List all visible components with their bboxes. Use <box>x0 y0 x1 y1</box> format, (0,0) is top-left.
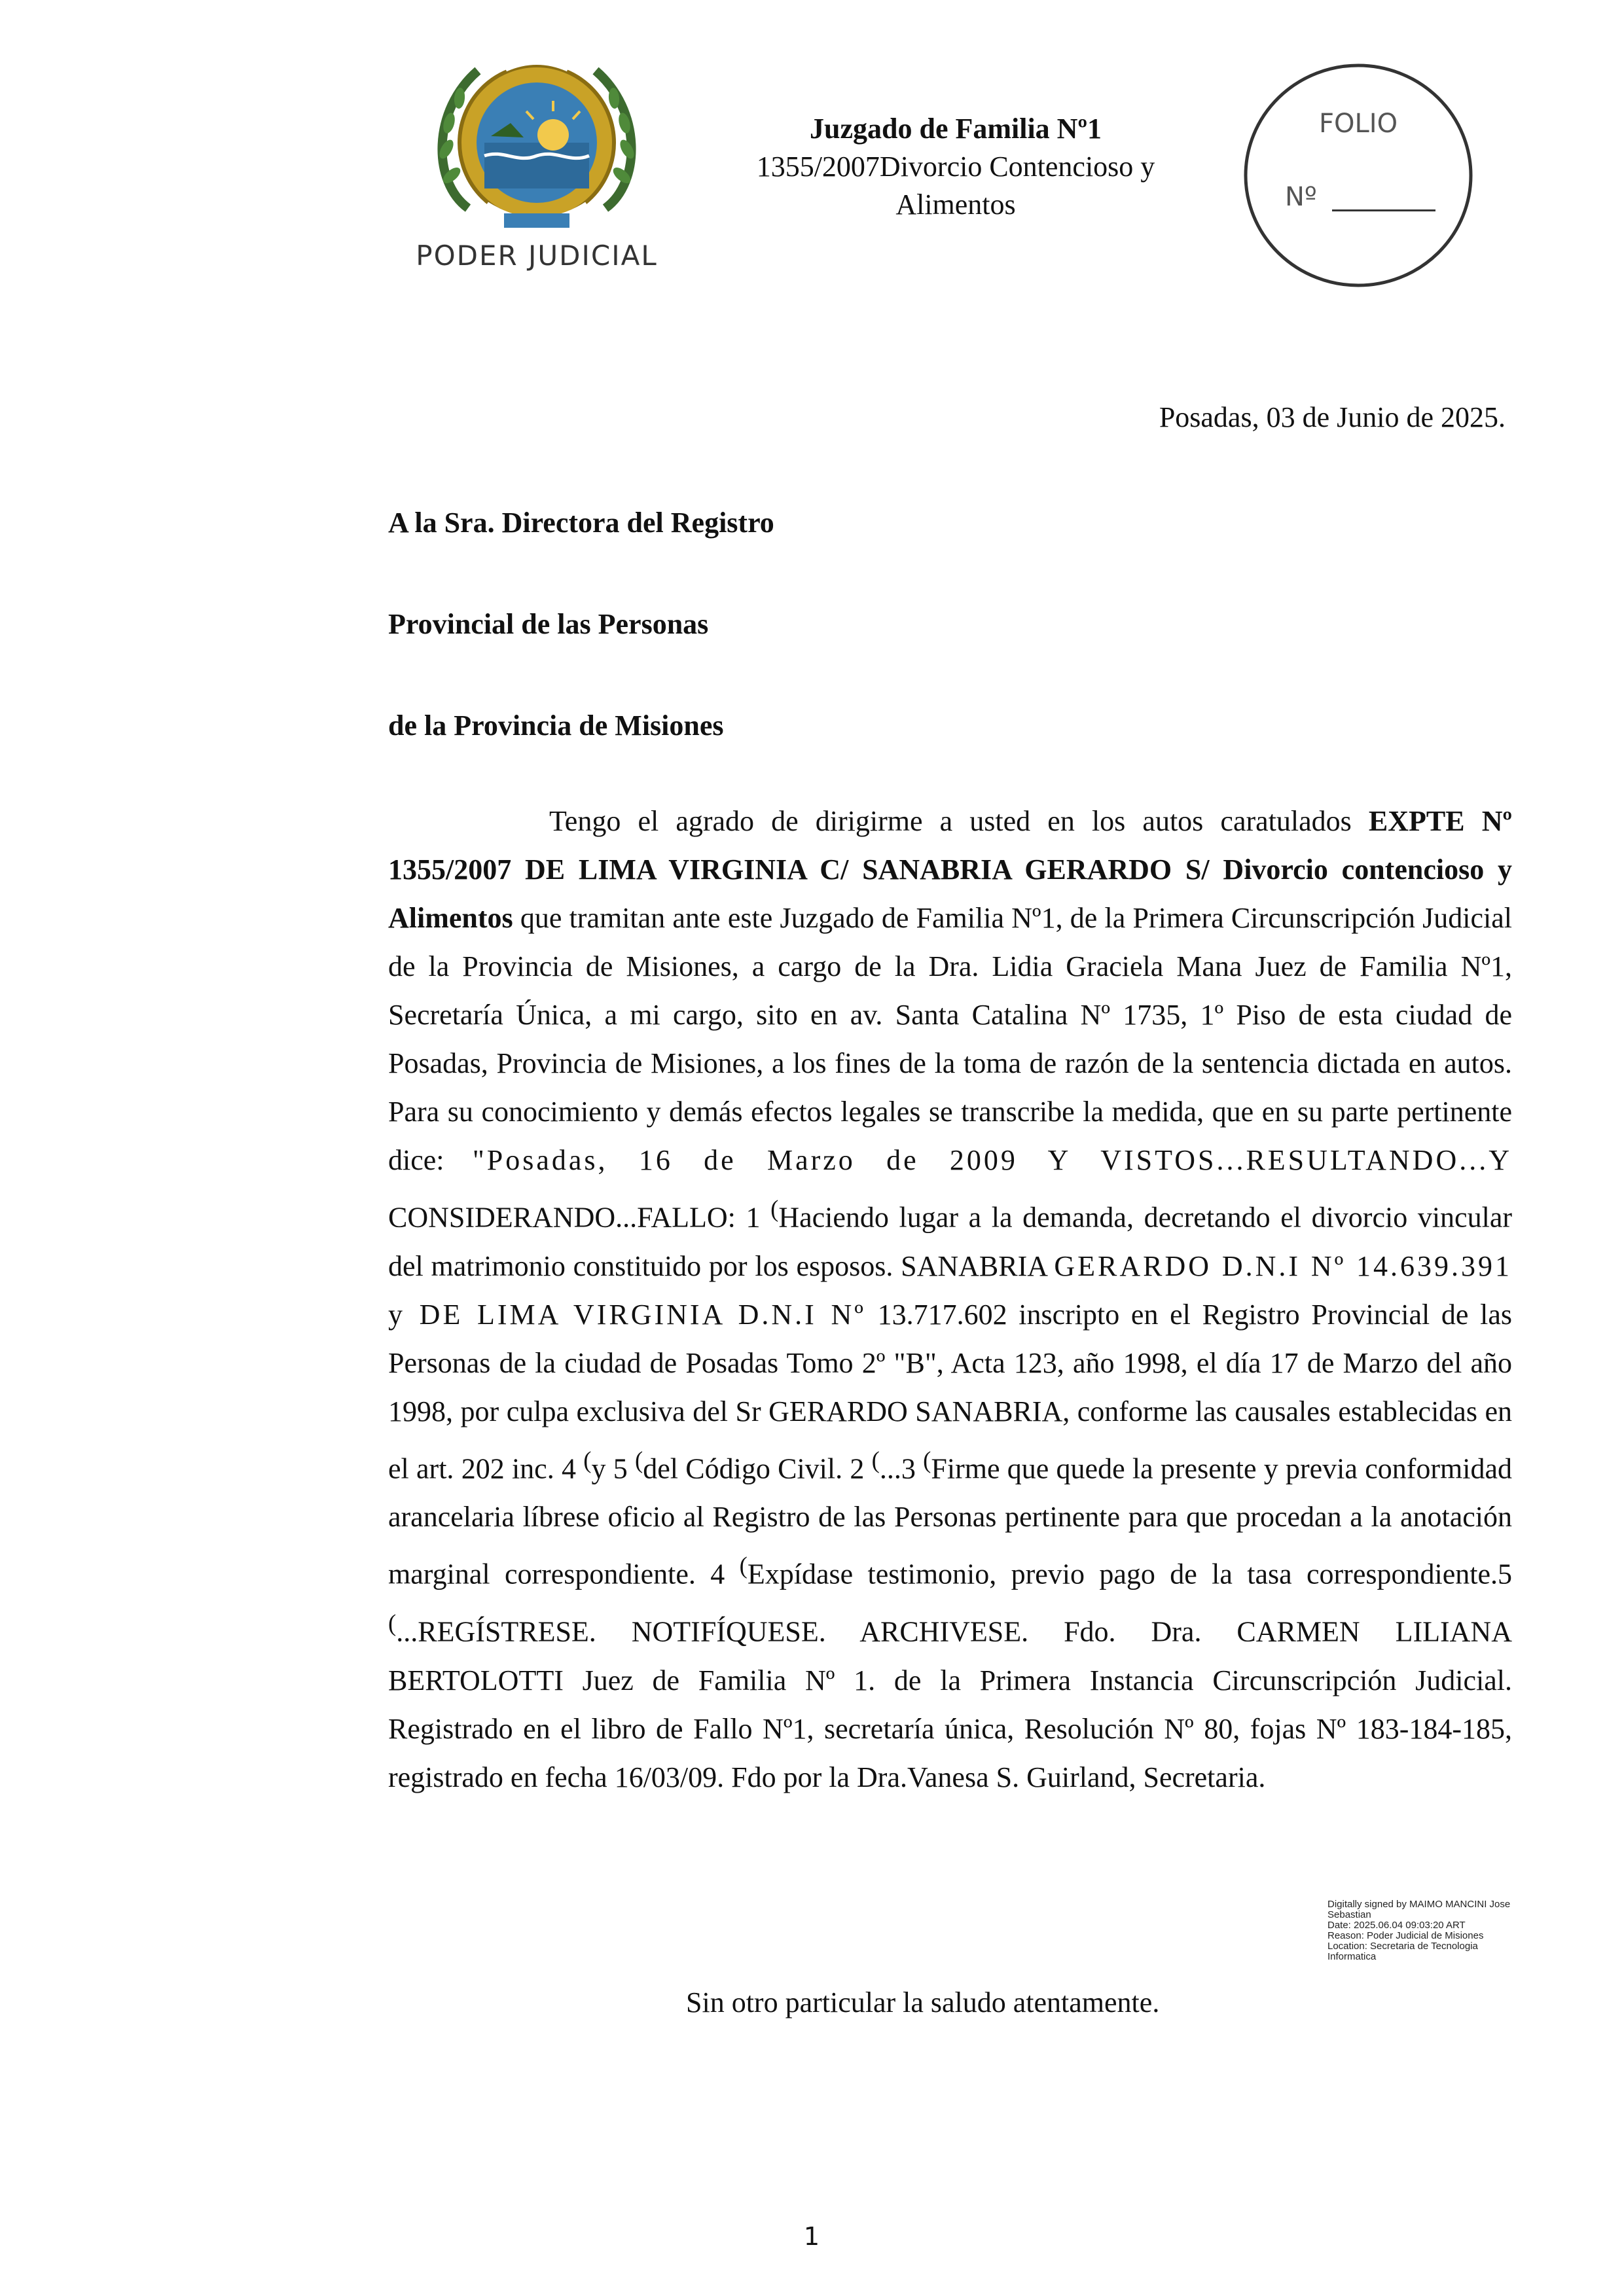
paren-mark: ( <box>583 1446 592 1473</box>
logo-caption: PODER JUDICIAL <box>416 240 658 272</box>
provincia-misiones-seal-icon <box>406 51 668 241</box>
stamp-folio-label: FOLIO <box>1319 109 1398 139</box>
paren-mark: ( <box>770 1195 779 1222</box>
signature-line: Informatica <box>1327 1951 1377 1962</box>
signature-line: Digitally signed by MAIMO MANCINI Jose <box>1327 1899 1511 1910</box>
body-text-9: ...3 <box>879 1452 924 1485</box>
addressee-line-1: A la Sra. Directora del Registro <box>388 507 774 539</box>
paren-mark: ( <box>635 1446 643 1473</box>
case-title-line-1: 1355/2007Divorcio Contencioso y <box>756 151 1155 183</box>
addressee-line-2: Provincial de las Personas <box>388 608 709 640</box>
court-header <box>707 110 1204 224</box>
paren-mark: ( <box>388 1609 397 1636</box>
stamp-number-label: Nº <box>1285 182 1317 212</box>
stamp-number-blank <box>1332 209 1435 211</box>
case-caption: EXPTE Nº 1355/2007 DE LIMA VIRGINIA C/ SANABRIA GERARDO S/ Divorcio contencioso y Alimentos <box>388 805 1513 934</box>
signature-line: Location: Secretaria de Tecnologia <box>1327 1941 1478 1952</box>
body-intro: Tengo el agrado de dirigirme a usted en los autos caratulados <box>549 805 1369 837</box>
court-name: Juzgado de Familia Nº1 <box>810 113 1102 145</box>
case-title-line-2: Alimentos <box>895 188 1016 221</box>
digital-signature <box>1327 1899 1543 1962</box>
signature-line: Date: 2025.06.04 09:03:20 ART <box>1327 1920 1466 1931</box>
paren-mark: ( <box>871 1446 880 1473</box>
letter-body <box>388 797 1512 1802</box>
addressee-line-3: de la Provincia de Misiones <box>388 709 724 742</box>
folio-stamp <box>1240 60 1476 291</box>
poder-judicial-logo <box>406 51 668 280</box>
body-text-3: CONSIDERANDO...FALLO: 1 <box>388 1201 771 1234</box>
document-date: Posadas, 03 de Junio de 2025. <box>1159 401 1506 433</box>
body-text-12: ...REGÍSTRESE. NOTIFÍQUESE. ARCHIVESE. Fdo. Dra. CARMEN LILIANA BERTOLOTTI Juez de Familia Nº 1. de la Primera Instancia Circunscripción Judicial. Registrado en el libro de Fallo Nº1, secretaría única, Resolución Nº 80, fojas Nº 183-184-185, registrado en fecha 16/03/09. Fdo por la Dra.Vanesa S. Guirland, Secretaria. <box>388 1615 1512 1793</box>
party-ids: GERARDO D.N.I Nº 14.639.391 y DE LIMA VIRGINIA D.N.I Nº <box>388 1249 1513 1331</box>
paren-mark: ( <box>923 1446 931 1473</box>
signature-line: Sebastian <box>1327 1909 1371 1920</box>
page-number: 1 <box>803 2222 820 2251</box>
closing-salutation: Sin otro particular la saludo atentamente. <box>686 1986 1160 2018</box>
paren-mark: ( <box>739 1552 748 1579</box>
stamp-circle-icon <box>1240 60 1476 291</box>
body-text-1: que tramitan ante este Juzgado de Familia Nº1, de la Primera Circunscripción Judicial de la Provincia de Misiones, a cargo de la Dra. Lidia Graciela Mana Juez de Familia Nº1, Secretaría Única, a mi cargo, sito en av. Santa Catalina Nº 1735, 1º Piso de esta ciudad de Posadas, Provincia de Misiones, a los fines de la toma de razón de la sentencia dictada en autos. Para su conocimiento y demás efectos legales se transcribe la medida, que en su parte pertinente dice: <box>388 902 1512 1176</box>
body-text-10: Firme que quede la presente y previa conformidad arancelaria líbrese oficio al Registro de las Personas pertinente para que procedan a la anotación marginal correspondiente. 4 <box>388 1452 1513 1590</box>
signature-line: Reason: Poder Judicial de Misiones <box>1327 1930 1484 1941</box>
body-text-6: 13.717.602 inscripto en el Registro Provincial de las Personas de la ciudad de Posadas Tomo 2º "B", Acta 123, año 1998, el día 17 de Marzo del año 1998, por culpa exclusiva del Sr GERARDO SANABRIA, conforme las causales establecidas en el art. 202 inc. 4 <box>388 1298 1512 1485</box>
body-text-8: del Código Civil. 2 <box>643 1452 872 1485</box>
ruling-date: "Posadas, 16 de Marzo de 2009 Y VISTOS...RESULTANDO...Y <box>472 1144 1512 1176</box>
body-text-4: Haciendo lugar a la demanda, decretando el divorcio vincular del matrimonio constituido por los esposos. SANABRIA <box>388 1201 1512 1282</box>
body-text-7: y 5 <box>591 1452 636 1485</box>
body-text-11: Expídase testimonio, previo pago de la tasa correspondiente.5 <box>747 1558 1512 1590</box>
